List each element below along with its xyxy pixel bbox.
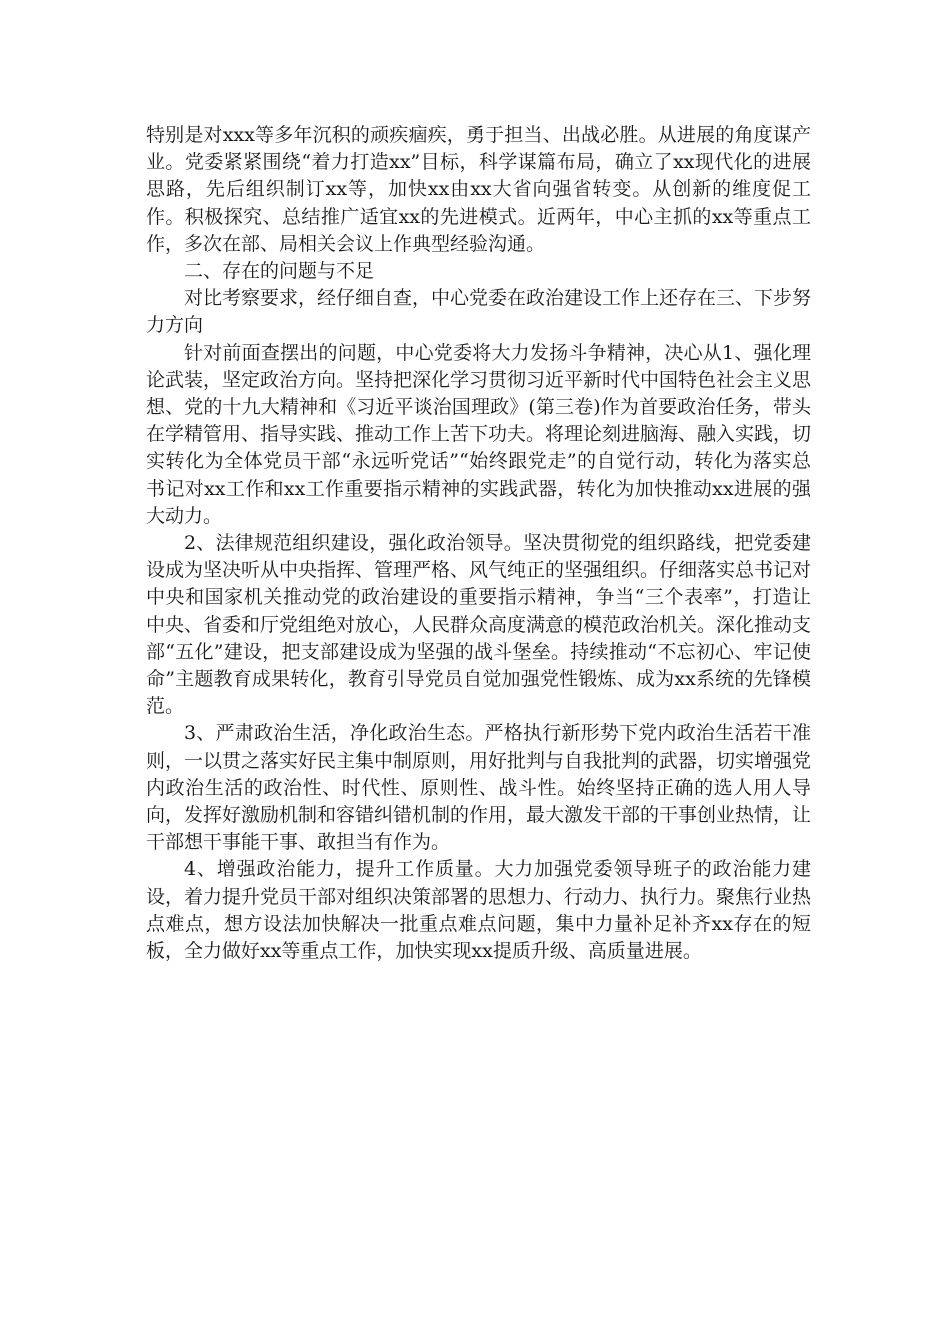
paragraph-6: 4、增强政治能力，提升工作质量。大力加强党委领导班子的政治能力建设，着力提升党员干部对组织决策部署的思想力、行动力、执行力。聚焦行业热点难点，想方设法加快解决一批重点难点问题，集中力量补足补齐xx存在的短板，全力做好xx等重点工作，加快实现xx提质升级、高质量进展。 <box>146 858 812 963</box>
paragraph-4: 2、法律规范组织建设，强化政治领导。坚决贯彻党的组织路线，把党委建设成为坚决听从中央指挥、管理严格、风气纯正的坚强组织。仔细落实总书记对中央和国家机关推动党的政治建设的重要指示精神，争当“三个表率”，打造让中央、省委和厅党组绝对放心，人民群众高度满意的模范政治机关。深化推动支部“五化”建设，把支部建设成为坚强的战斗堡垒。持续推动“不忘初心、牢记使命”主题教育成果转化，教育引导党员自觉加强党性锻炼、成为xx系统的先锋模范。 <box>146 532 812 718</box>
section-heading-problems: 二、存在的问题与不足 <box>184 260 375 283</box>
paragraph-5: 3、严肃政治生活，净化政治生态。严格执行新形势下党内政治生活若干准则，一以贯之落实好民主集中制原则，用好批判与自我批判的武器，切实增强党内政治生活的政治性、时代性、原则性、战斗性。始终坚持正确的选人用人导向，发挥好激励机制和容错纠错机制的作用，最大激发干部的干事创业热情，让干部想干事能干事、敢担当有作为。 <box>146 722 812 854</box>
paragraph-3: 针对前面查摆出的问题，中心党委将大力发扬斗争精神，决心从1、强化理论武装，坚定政治方向。坚持把深化学习贯彻习近平新时代中国特色社会主义思想、党的十九大精神和《习近平谈治国理政》(第三卷)作为首要政治任务，带头在学精管用、指导实践、推动工作上苦下功夫。将理论刻进脑海、融入实践，切实转化为全体党员干部“永远听党话”“始终跟党走”的自觉行动，转化为落实总书记对xx工作和xx工作重要指示精神的实践武器，转化为加快推动xx进展的强大动力。 <box>146 341 812 527</box>
paragraph-1: 特别是对xxx等多年沉积的顽疾痼疾，勇于担当、出战必胜。从进展的角度谋产业。党委紧紧围绕“着力打造xx”目标，科学谋篇布局，确立了xx现代化的进展思路，先后组织制订xx等，加快xx由xx大省向强省转变。从创新的维度促工作。积极探究、总结推广适宜xx的先进模式。近两年，中心主抓的xx等重点工作，多次在部、局相关会议上作典型经验沟通。 <box>146 124 811 255</box>
paragraph-2: 对比考察要求，经仔细自查，中心党委在政治建设工作上还存在三、下步努力方向 <box>146 287 812 337</box>
document-body <box>146 122 811 965</box>
